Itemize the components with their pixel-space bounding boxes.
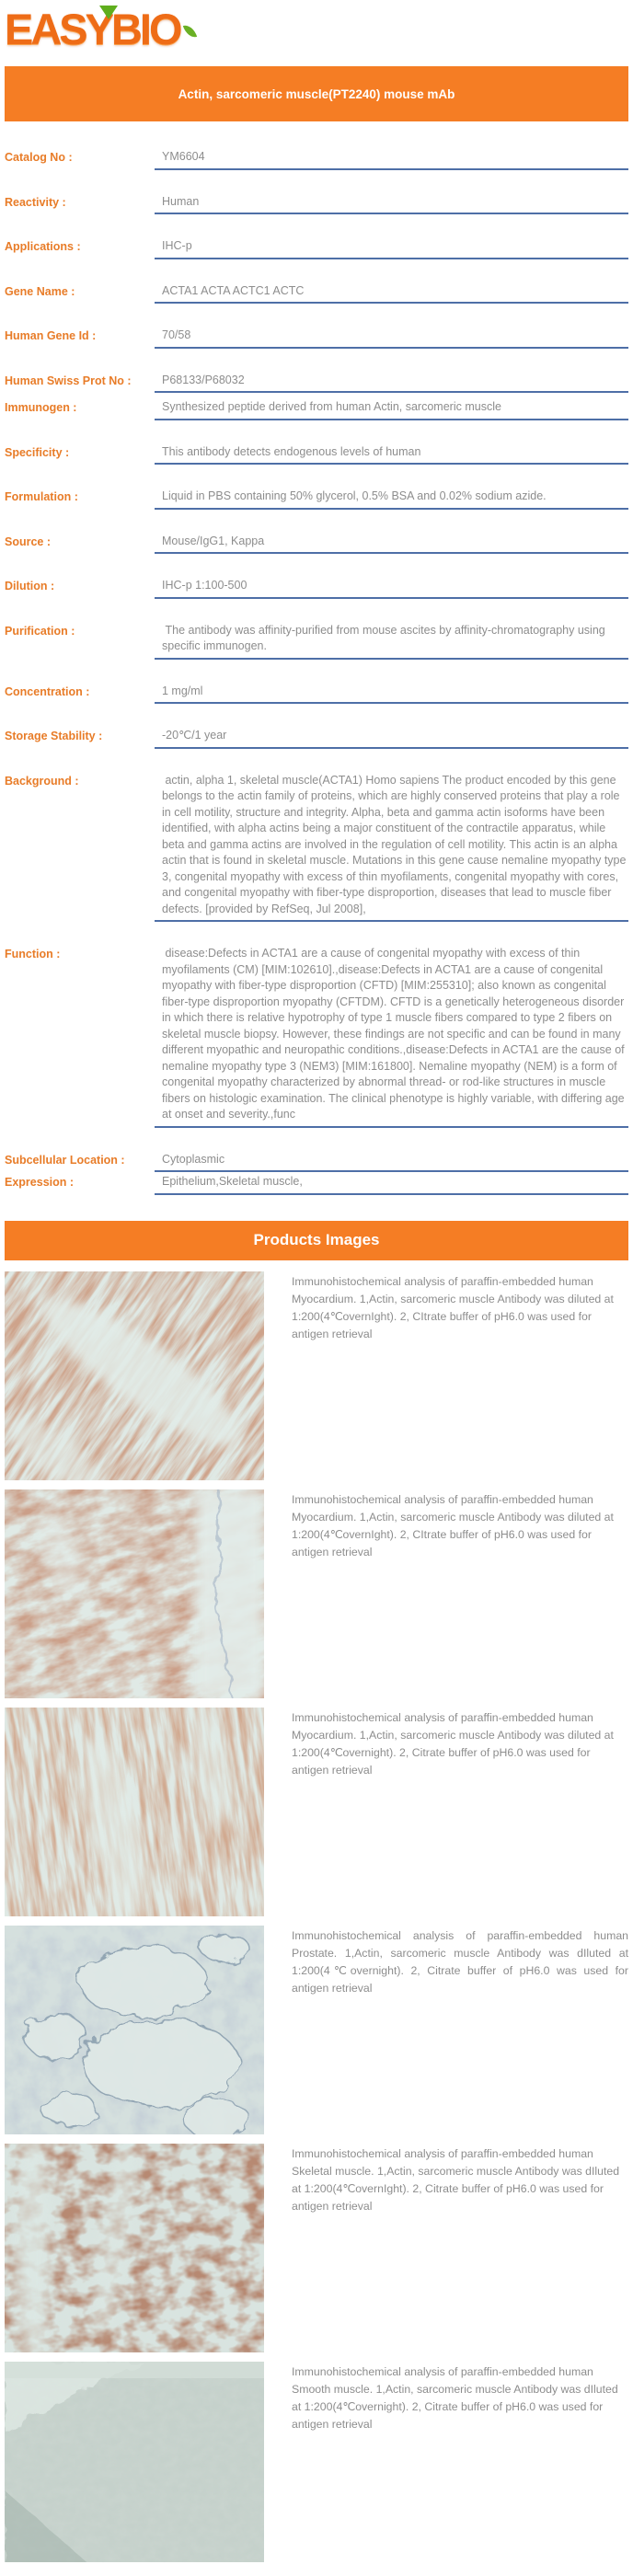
- product-image-skeletal-muscle: [5, 2144, 264, 2352]
- product-title-banner: [5, 66, 628, 121]
- product-image-myocardium-3: [5, 1708, 264, 1916]
- field-row-subcellular-location: [5, 1152, 628, 1173]
- field-value: 1 mg/ml: [155, 684, 628, 705]
- field-row-storage-stability: [5, 728, 628, 749]
- field-label: Specificity :: [5, 445, 70, 459]
- field-label: Function :: [5, 948, 61, 960]
- field-value: P68133/P68032: [155, 373, 628, 394]
- field-row-reactivity: [5, 194, 628, 215]
- field-row-human-gene-id: [5, 328, 628, 349]
- field-value: IHC-p 1:100-500: [155, 578, 628, 599]
- leaf-triangle-icon: [99, 6, 118, 19]
- products-images-title: Products Images: [253, 1231, 380, 1248]
- field-row-source: [5, 534, 628, 555]
- field-value: Epithelium,Skeletal muscle,: [155, 1174, 628, 1195]
- product-caption: Immunohistochemical analysis of paraffin-embedded human Myocardium. 1,Actin, sarcomeric muscle Antibody was diluted at 1:200(4℃overnight). 2, Citrate buffer of pH6.0 was used for antigen retrieval: [292, 1710, 614, 1777]
- field-row-concentration: [5, 684, 628, 705]
- field-label: Human Gene Id :: [5, 329, 97, 342]
- product-image-prostate: [5, 1926, 264, 2134]
- field-row-purification: [5, 623, 628, 660]
- field-row-expression: [5, 1174, 628, 1195]
- product-caption: Immunohistochemical analysis of paraffin-embedded human Smooth muscle. 1,Actin, sarcomeric muscle Antibody was dIluted at 1:200(4℃overnight). 2, Citrate buffer of pH6.0 was used for antigen retrieval: [292, 2364, 618, 2431]
- field-value: This antibody detects endogenous levels of human: [155, 444, 628, 466]
- field-value: Synthesized peptide derived from human Actin, sarcomeric muscle: [155, 399, 628, 420]
- field-value: Liquid in PBS containing 50% glycerol, 0.5% BSA and 0.02% sodium azide.: [155, 489, 628, 510]
- field-value: Cytoplasmic: [155, 1152, 628, 1173]
- field-row-function: [5, 946, 628, 1128]
- field-value: Human: [155, 194, 628, 215]
- product-row: [5, 1926, 628, 2134]
- product-image-myocardium-1: [5, 1271, 264, 1480]
- product-caption: Immunohistochemical analysis of paraffin-embedded human Myocardium. 1,Actin, sarcomeric muscle Antibody was diluted at 1:200(4℃overnIght). 2, CItrate buffer of pH6.0 was used for antigen retrieval: [292, 1492, 614, 1558]
- field-row-formulation: [5, 489, 628, 510]
- product-row: [5, 2362, 628, 2562]
- field-label: Gene Name :: [5, 284, 75, 298]
- field-label: Catalog No :: [5, 151, 73, 164]
- product-title: Actin, sarcomeric muscle(PT2240) mouse mAb: [178, 86, 455, 101]
- field-label: Background :: [5, 774, 79, 788]
- field-label: Storage Stability :: [5, 730, 103, 742]
- field-value: Mouse/IgG1, Kappa: [155, 534, 628, 555]
- products-images-banner: [5, 1221, 628, 1260]
- field-row-specificity: [5, 444, 628, 466]
- field-row-swiss-prot: [5, 373, 628, 394]
- product-row: [5, 1708, 628, 1916]
- field-row-applications: [5, 238, 628, 259]
- product-caption: Immunohistochemical analysis of paraffin-embedded human Skeletal muscle. 1,Actin, sarcomeric muscle Antibody was dIluted at 1:200(4℃overnIght). 2, Citrate buffer of pH6.0 was used for antigen retrieval: [292, 2146, 620, 2213]
- field-row-immunogen: [5, 399, 628, 420]
- field-label: Reactivity :: [5, 195, 66, 209]
- product-image-smooth-muscle: [5, 2362, 264, 2562]
- field-value: -20℃/1 year: [155, 728, 628, 749]
- field-label: Human Swiss Prot No :: [5, 374, 132, 387]
- product-image-myocardium-2: [5, 1489, 264, 1698]
- field-row-background: [5, 773, 628, 923]
- field-row-dilution: [5, 578, 628, 599]
- field-value: disease:Defects in ACTA1 are a cause of congenital myopathy with excess of thin myofilaments (CM) [MIM:102610].,disease:Defects in ACTA1 are a cause of congenital myopathy with fiber-type disproportion (CFTD) [MIM:255310]; also known as congenital fiber-type disproportion myopathy (CFTDM). CFTD is a genetically heterogeneous disorder in which there is relative hypotrophy of type 1 muscle fibers compared to type 2 fibers on skeletal muscle biopsy. However, these findings are not specific and can be found in many different myopathic and neuropathic conditions.,disease:Defects in ACTA1 are the cause of nemaline myopathy type 3 (NEM3) [MIM:161800]. Nemaline myopathy (NEM) is a form of congenital myopathy characterized by abnormal thread- or rod-like structures in muscle fibers on histologic examination. The clinical phenotype is highly variable, with differing age at onset and severity.,func: [155, 946, 628, 1128]
- field-label: Concentration :: [5, 684, 90, 698]
- field-value: IHC-p: [155, 238, 628, 259]
- field-label: Source :: [5, 535, 52, 548]
- field-label: Dilution :: [5, 580, 55, 592]
- field-label: Expression :: [5, 1176, 75, 1189]
- field-label: Immunogen :: [5, 401, 77, 414]
- product-row: [5, 1271, 628, 1480]
- easybio-logo: [5, 0, 628, 66]
- easybio-logo-text: EASYBIO: [5, 5, 180, 53]
- product-caption: Immunohistochemical analysis of paraffin-embedded human Prostate. 1,Actin, sarcomeric muscle Antibody was dIluted at 1:200(4℃overnight). 2, Citrate buffer of pH6.0 was used for antigen retrieval: [292, 1928, 628, 1995]
- product-caption: Immunohistochemical analysis of paraffin-embedded human Myocardium. 1,Actin, sarcomeric muscle Antibody was diluted at 1:200(4℃overnIght). 2, CItrate buffer of pH6.0 was used for antigen retrieval: [292, 1274, 614, 1340]
- field-label: Formulation :: [5, 490, 78, 503]
- field-row-gene-name: [5, 283, 628, 305]
- field-value: The antibody was affinity-purified from mouse ascites by affinity-chromatography using specific immunogen.: [155, 623, 628, 660]
- leaf-icon: [183, 23, 197, 40]
- field-value: 70/58: [155, 328, 628, 349]
- field-value: actin, alpha 1, skeletal muscle(ACTA1) Homo sapiens The product encoded by this gene belongs to the actin family of proteins, which are highly conserved proteins that play a role in cell motility, structure and integrity. Alpha, beta and gamma actin isoforms have been identified, with alpha actins being a major constituent of the contractile apparatus, while beta and gamma actins are involved in the regulation of cell motility. This actin is an alpha actin that is found in skeletal muscle. Mutations in this gene cause nemaline myopathy type 3, congenital myopathy with excess of thin myofilaments, congenital myopathy with cores, and congenital myopathy with fiber-type disproportion, diseases that lead to muscle fiber defects. [provided by RefSeq, Jul 2008],: [155, 773, 628, 923]
- product-row: [5, 1489, 628, 1698]
- product-row: [5, 2144, 628, 2352]
- field-label: Purification :: [5, 624, 75, 638]
- field-label: Applications :: [5, 240, 81, 253]
- field-row-catalog-no: [5, 149, 628, 170]
- field-value: YM6604: [155, 149, 628, 170]
- field-label: Subcellular Location :: [5, 1153, 125, 1167]
- field-value: ACTA1 ACTA ACTC1 ACTC: [155, 283, 628, 305]
